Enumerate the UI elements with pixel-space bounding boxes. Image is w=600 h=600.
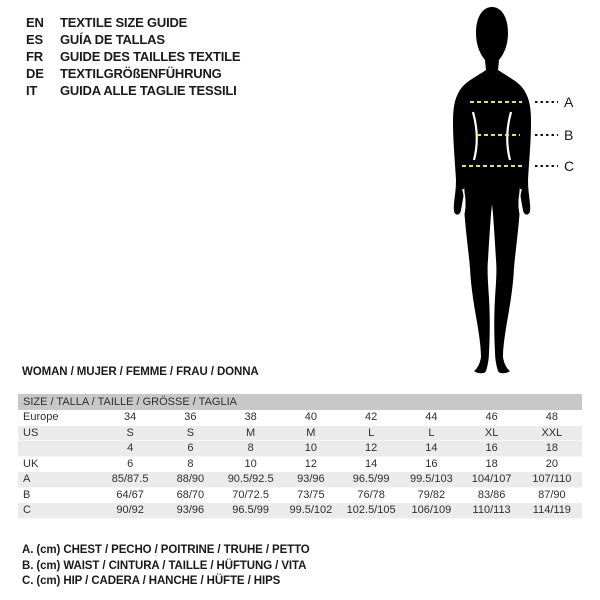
cell: 99.5/103	[409, 473, 453, 486]
marker-connectors	[535, 102, 558, 166]
lang-code: EN	[26, 15, 44, 30]
language-list	[26, 14, 240, 99]
cell: S	[126, 426, 134, 439]
cell: 6	[127, 457, 134, 470]
size-table-header: SIZE / TALLA / TAILLE / GRÖSSE / TAGLIA	[18, 394, 582, 410]
lang-row-en	[26, 14, 240, 31]
cell: 8	[247, 442, 254, 455]
cell: 18	[545, 442, 558, 455]
table-row-hip	[18, 503, 582, 519]
cell: 20	[545, 457, 558, 470]
table-row-waist	[18, 488, 582, 504]
cell: 36	[184, 411, 197, 424]
row-label: B	[23, 488, 31, 501]
marker-a-label: A	[564, 94, 574, 110]
cell: 102.5/105	[346, 504, 396, 517]
lang-row-es	[26, 31, 240, 48]
cell: M	[246, 426, 256, 439]
cell: 42	[365, 411, 378, 424]
cell: 70/72.5	[232, 488, 269, 501]
cell: 4	[127, 442, 134, 455]
cell: 12	[304, 457, 317, 470]
cell: 73/75	[297, 488, 325, 501]
lang-row-fr	[26, 48, 240, 65]
marker-c-label: C	[564, 158, 575, 174]
cell: 38	[244, 411, 257, 424]
cell: 14	[425, 442, 438, 455]
cell: 93/96	[176, 504, 205, 517]
table-title: WOMAN / MUJER / FEMME / FRAU / DONNA	[22, 366, 259, 378]
lang-title: GUÍA DE TALLAS	[60, 32, 165, 47]
cell: 114/119	[532, 504, 571, 517]
table-row-chest	[18, 472, 582, 488]
cell: 96.5/99	[232, 504, 269, 517]
cell: 96.5/99	[352, 473, 390, 486]
cell: 88/90	[176, 473, 205, 486]
cell: 16	[485, 442, 498, 455]
lang-row-de	[26, 65, 240, 82]
cell: 10	[244, 457, 257, 470]
cell: 85/87.5	[111, 473, 149, 486]
row-label: A	[23, 473, 31, 486]
cell: 104/107	[471, 473, 512, 486]
cell: 34	[124, 411, 137, 424]
cell: 110/113	[472, 504, 511, 517]
legend-hip: C. (cm) HIP / CADERA / HANCHE / HÜFTE / HIPS	[22, 575, 281, 587]
cell: M	[306, 426, 316, 439]
cell: 8	[187, 457, 194, 470]
legend-waist: B. (cm) WAIST / CINTURA / TAILLE / HÜFTUNG / VITA	[22, 559, 307, 572]
lang-code: IT	[26, 83, 38, 98]
cell: 18	[485, 457, 498, 470]
cell: 16	[425, 457, 438, 470]
cell: 6	[187, 442, 194, 455]
cell: 64/67	[116, 488, 144, 501]
lang-title: GUIDA ALLE TAGLIE TESSILI	[60, 83, 237, 98]
cell: 48	[545, 411, 558, 424]
marker-b-label: B	[564, 127, 574, 143]
cell: XL	[484, 426, 499, 439]
cell: L	[428, 426, 435, 439]
cell: 10	[304, 442, 317, 455]
cell: 68/70	[176, 488, 205, 501]
cell: 79/82	[417, 488, 446, 501]
cell: 90.5/92.5	[227, 473, 274, 486]
cell: 106/109	[411, 504, 452, 517]
lang-title: TEXTILGRÖßENFÜHRUNG	[60, 66, 222, 81]
table-row-uk	[18, 457, 582, 473]
row-label: US	[23, 426, 39, 439]
lang-title: TEXTILE SIZE GUIDE	[60, 15, 188, 30]
size-table	[18, 394, 582, 519]
table-row-us	[18, 426, 582, 442]
lang-code: FR	[26, 49, 43, 64]
lang-title: GUIDE DES TAILLES TEXTILE	[60, 49, 241, 64]
row-label: C	[23, 504, 31, 517]
cell: 93/96	[297, 473, 325, 486]
legend-chest: A. (cm) CHEST / PECHO / POITRINE / TRUHE / PETTO	[22, 544, 310, 556]
cell: 87/90	[538, 488, 566, 501]
lang-row-it	[26, 82, 240, 99]
cell: S	[186, 426, 195, 439]
cell: 90/92	[116, 504, 144, 517]
cell: 76/78	[357, 488, 385, 501]
row-label: Europe	[23, 411, 59, 424]
lang-code: DE	[26, 66, 44, 81]
lang-code: ES	[26, 32, 43, 47]
cell: 107/110	[532, 473, 572, 486]
cell: 12	[365, 442, 378, 455]
cell: XXL	[541, 426, 563, 439]
cell: 40	[304, 411, 317, 424]
table-row-us-numeric	[18, 441, 582, 457]
table-row-europe	[18, 410, 582, 426]
cell: 46	[485, 411, 498, 424]
cell: L	[368, 426, 375, 439]
woman-silhouette	[453, 7, 531, 373]
cell: 14	[365, 457, 378, 470]
row-label: UK	[23, 457, 39, 470]
measurement-figure	[410, 0, 600, 380]
cell: 83/86	[477, 488, 506, 501]
cell: 44	[425, 411, 438, 424]
cell: 99.5/102	[289, 504, 333, 517]
measurement-legend	[22, 543, 310, 590]
